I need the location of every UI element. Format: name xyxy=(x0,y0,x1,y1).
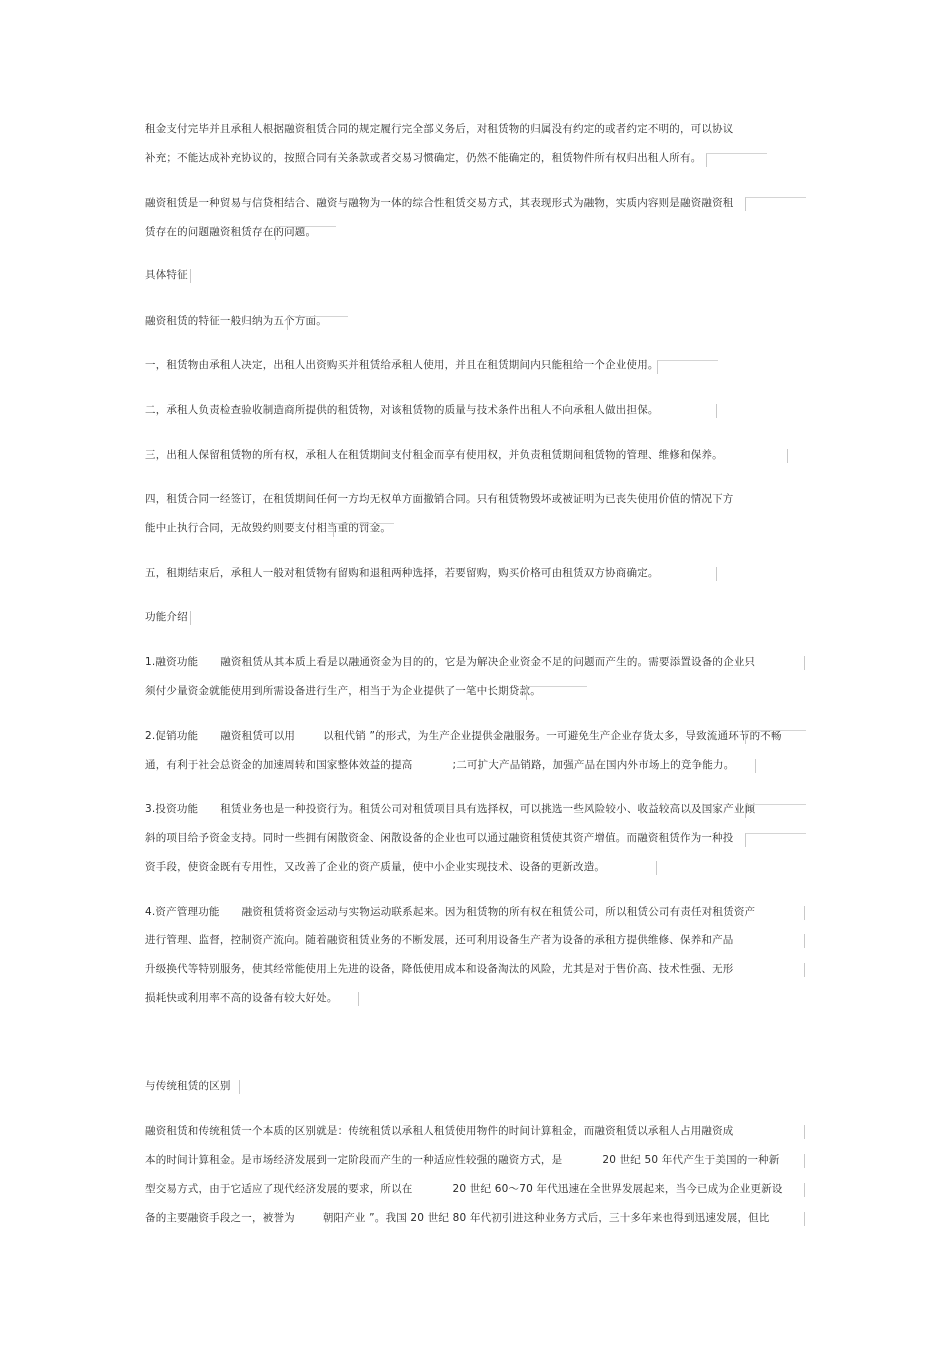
edit-marker xyxy=(745,833,806,847)
list-item: 二，承租人负责检查验收制造商所提供的租赁物，对该租赁物的质量与技术条件出租人不向承租人做出担保。 xyxy=(145,404,659,416)
text-line: 补充；不能达成补充协议的，按照合同有关条款或者交易习惯确定，仍然不能确定的，租赁物件所有权归出租人所有。 xyxy=(145,152,702,164)
list-item: 五，租期结束后，承租人一般对租赁物有留购和退租两种选择，若要留购，购买价格可由租赁双方协商确定。 xyxy=(145,567,659,579)
text-line: 本的时间计算租金。是市场经济发展到一定阶段而产生的一种适应性较强的融资方式，是 20 世纪 50 年代产生于美国的一种新 xyxy=(145,1154,780,1166)
text-line xyxy=(145,655,755,669)
text-line: 2.促销功能 融资租赁可以用 以租代销 ”的形式，为生产企业提供金融服务。一可避免生产企业存货太多，导致流通环节的不畅 xyxy=(145,730,782,742)
text-line: 租金支付完毕并且承租人根据融资租赁合同的规定履行完全部义务后，对租赁物的归属没有约定的或者约定不明的，可以协议 xyxy=(145,123,734,135)
edit-marker xyxy=(190,269,191,283)
edit-marker xyxy=(804,934,805,948)
edit-marker xyxy=(804,1183,805,1197)
text-line: 融资租赁的特征一般归纳为五个方面。 xyxy=(145,315,327,327)
function-label: 3.投资功能 xyxy=(145,803,199,815)
text-line: 型交易方式，由于它适应了现代经济发展的要求，所以在 20 世纪 60～70 年代迅速在全世界发展起来，当今已成为企业更新设 xyxy=(145,1183,783,1195)
text-line: 4.资产管理功能 融资租赁将资金运动与实物运动联系起来。因为租赁物的所有权在租赁公司，所以租赁公司有责任对租赁资产 xyxy=(145,906,756,918)
text-line: 须付少量资金就能使用到所需设备进行生产，相当于为企业提供了一笔中长期贷款。 xyxy=(145,685,541,697)
edit-marker xyxy=(287,316,348,330)
edit-marker xyxy=(716,404,717,418)
edit-marker xyxy=(804,1154,805,1168)
edit-marker xyxy=(239,1080,240,1094)
edit-marker xyxy=(656,861,657,875)
function-label: 1.融资功能 xyxy=(145,656,199,668)
edit-marker xyxy=(804,1212,805,1226)
edit-marker xyxy=(745,197,806,211)
text-line: 3.投资功能 租赁业务也是一种投资行为。租赁公司对租赁项目具有选择权，可以挑选一些风险较小、收益较高以及国家产业倾 xyxy=(145,803,756,815)
text-line: 融资租赁和传统租赁一个本质的区别就是：传统租赁以承租人租赁使用物件的时间计算租金，而融资租赁以承租人占用融资成 xyxy=(145,1125,734,1137)
function-label: 2.促销功能 xyxy=(145,730,199,742)
text-line: 进行管理、监督，控制资产流向。随着融资租赁业务的不断发展，还可利用设备生产者为设备的承租方提供维修、保养和产品 xyxy=(145,934,734,946)
function-label: 4.资产管理功能 xyxy=(145,906,220,918)
section-heading: 功能介绍 xyxy=(145,611,188,623)
edit-marker xyxy=(804,906,805,920)
edit-marker xyxy=(190,611,191,625)
edit-marker xyxy=(745,730,806,744)
section-heading: 具体特征 xyxy=(145,269,188,281)
edit-marker xyxy=(804,656,805,670)
edit-marker xyxy=(804,1125,805,1139)
edit-marker xyxy=(755,759,756,773)
list-item: 三，出租人保留租赁物的所有权，承租人在租赁期间支付租金而享有使用权，并负责租赁期间租赁物的管理、维修和保养。 xyxy=(145,449,723,461)
text-line: 通，有利于社会总资金的加速周转和国家整体效益的提高 ;二可扩大产品销路，加强产品在国内外市场上的竞争能力。 xyxy=(145,759,735,771)
edit-marker xyxy=(706,153,767,167)
text-line: 资手段，使资金既有专用性，又改善了企业的资产质量，使中小企业实现技术、设备的更新改造。 xyxy=(145,861,606,873)
edit-marker xyxy=(787,449,788,463)
list-item: 四，租赁合同一经签订，在租赁期间任何一方均无权单方面撤销合同。只有租赁物毁坏或被证明为已丧失使用价值的情况下方 xyxy=(145,493,734,505)
edit-marker xyxy=(745,804,806,818)
edit-marker xyxy=(333,523,394,537)
text-line: 融资租赁是一种贸易与信贷相结合、融资与融物为一体的综合性租赁交易方式，其表现形式为融物，实质内容则是融资融资租 xyxy=(145,197,734,209)
text-line: 升级换代等特别服务，使其经常能使用上先进的设备，降低使用成本和设备淘汰的风险，尤其是对于售价高、技术性强、无形 xyxy=(145,963,734,975)
edit-marker xyxy=(526,686,587,700)
section-heading: 与传统租赁的区别 xyxy=(145,1080,231,1092)
text-line: 备的主要融资手段之一，被誉为 朝阳产业 ”。我国 20 世纪 80 年代初引进这种业务方式后，三十多年来也得到迅速发展，但比 xyxy=(145,1212,770,1224)
function-text: 融资租赁从其本质上看是以融通资金为目的的，它是为解决企业资金不足的问题而产生的。需要添置设备的企业只 xyxy=(220,656,756,668)
edit-marker xyxy=(804,963,805,977)
list-item: 能中止执行合同，无故毁约则要支付相当重的罚金。 xyxy=(145,522,392,534)
edit-marker xyxy=(657,360,718,374)
list-item: 一，租赁物由承租人决定，出租人出资购买并租赁给承租人使用，并且在租赁期间内只能租给一个企业使用。 xyxy=(145,359,659,371)
text-line: 损耗快或利用率不高的设备有较大好处。 xyxy=(145,992,338,1004)
edit-marker xyxy=(358,992,359,1006)
text-line: 斜的项目给予资金支持。同时一些拥有闲散资金、闲散设备的企业也可以通过融资租赁使其资产增值。而融资租赁作为一种投 xyxy=(145,832,734,844)
edit-marker xyxy=(275,226,336,240)
text-line: 赁存在的问题融资租赁存在的问题。 xyxy=(145,226,317,238)
edit-marker xyxy=(716,567,717,581)
